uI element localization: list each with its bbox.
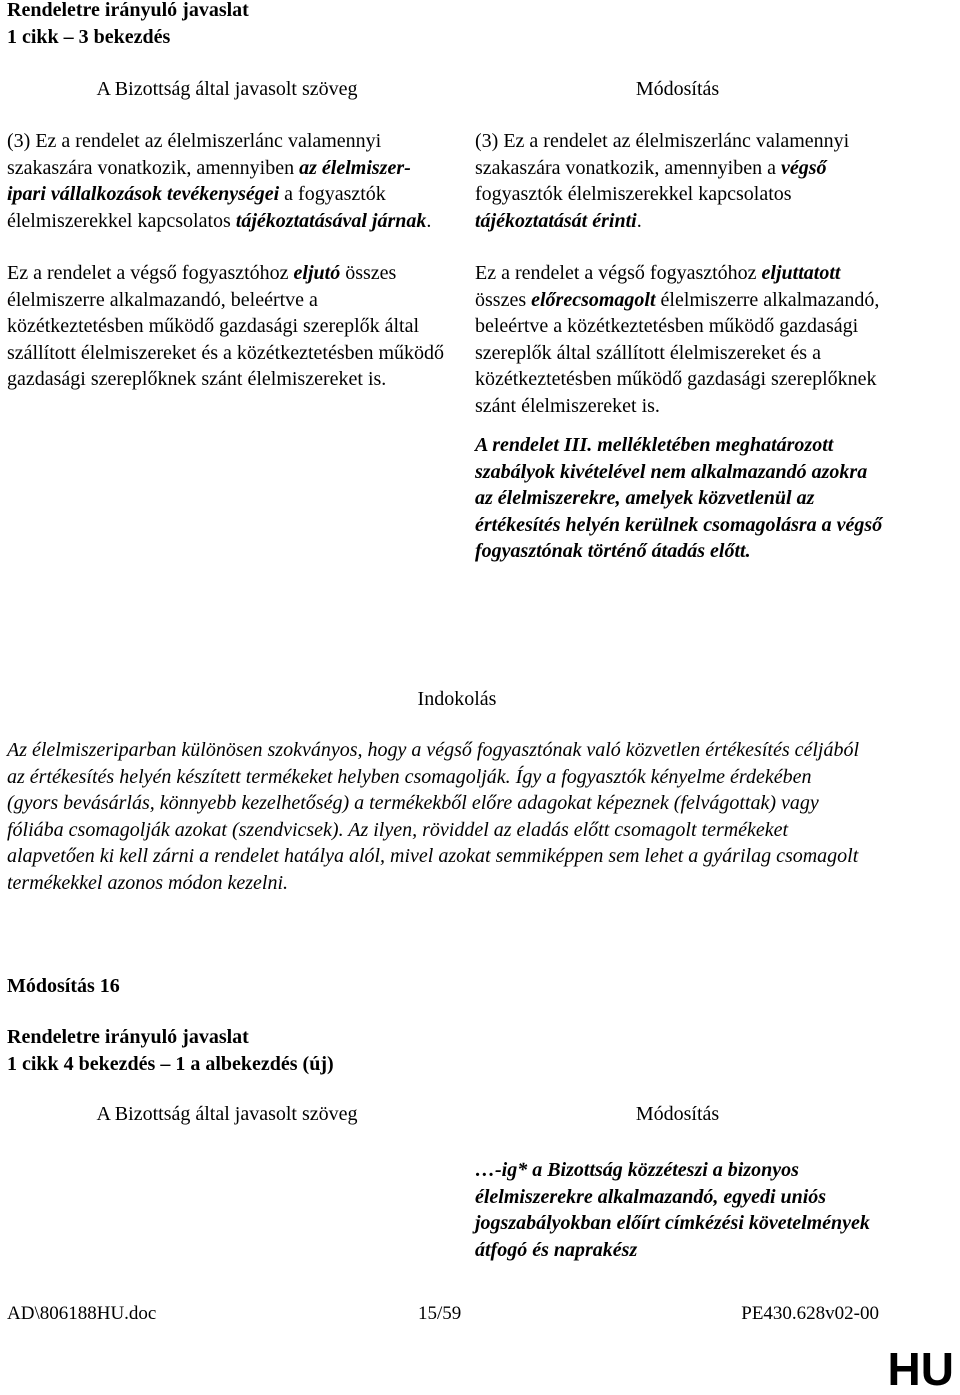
text-run: élelmiszerre alkalmazandó, beleértve a közétkeztetésben működő gazdasági szereplők által szállított élelmiszereket és a közétkeztetésben működő gazdasági szereplőknek szánt élelmiszereket is.: [475, 288, 880, 417]
footer-page-number: 15/59: [418, 1303, 462, 1324]
amendment-right-text: …-ig* a Bizottság közzéteszi a bizonyos élelmiszerekre alkalmazandó, egyedi uniós jogszabályokban előírt címkézési követelmények átfogó és naprakész: [475, 1159, 870, 1261]
section-heading: [7, 0, 249, 50]
text-run: fogyasztók élelmiszerekkel kapcsolatos: [475, 183, 792, 205]
text-run: Ez a rendelet a végső fogyasztóhoz: [475, 262, 762, 284]
justification-text: Az élelmiszeriparban különösen szokványos, hogy a végső fogyasztónak való közvetlen értékesítés céljából az értékesítés helyén készített termékeket helyben csomagolják. Így a fogyasztók kényelme érdekében (gyors bevásárlás, könnyebb kezelhetőség) a termékekből előre adagokat képeznek (felvágottak) vagy fóliába csomagolják azokat (szendvicsek). Az ilyen, röviddel az eladás előtt csomagolt termékeket alapvetően ki kell zárni a rendelet hatálya alól, mivel azokat semmiképpen sem lehet a gyárilag csomagolt termékekkel azonos módon kezelni.: [7, 739, 860, 894]
text-run: a fogyasztók élelmiszerekkel kapcsolatos: [7, 183, 386, 232]
right-paragraph-3: [475, 432, 885, 565]
right-paragraph-1: [475, 128, 885, 234]
text-run: eljutó: [293, 262, 341, 284]
heading-title: Rendeletre irányuló javaslat: [7, 0, 249, 21]
justification-heading: Indokolás: [417, 688, 497, 710]
text-run: .: [426, 209, 432, 232]
amendment-title: Rendeletre irányuló javaslat: [7, 1026, 249, 1048]
amendment-right-heading: Módosítás: [635, 1103, 720, 1125]
footer-doc-id: AD\806188HU.doc: [7, 1303, 157, 1324]
text-run: előrecsomagolt: [531, 288, 656, 311]
right-column: [475, 128, 885, 565]
text-run: tájékoztatásával járnak: [235, 209, 427, 232]
amendment-left-heading: A Bizottság által javasolt szöveg: [96, 1103, 358, 1125]
left-paragraph-1: [7, 128, 447, 234]
amendment-heading: [7, 1024, 334, 1077]
text-run: (3) Ez a rendelet az élelmiszerlánc valamennyi szakaszára vonatkozik, amennyiben a: [475, 130, 850, 179]
text-run: Ez a rendelet a végső fogyasztóhoz: [7, 262, 294, 284]
text-run: összes élelmiszerre alkalmazandó, beleértve a közétkeztetésben működő gazdasági szereplők által szállított élelmiszereket és a közétkeztetésben működő gazdasági szereplőknek szánt élelmiszereket is.: [7, 262, 445, 390]
text-run: A rendelet III. mellékletében meghatározott szabályok kivételével nem alkalmazandó azokra az élelmiszerekre, amelyek közvetlenül az értékesítés helyén kerülnek csomagolásra a végső fogyasztónak történő átadás előtt.: [475, 434, 883, 562]
left-column-heading: A Bizottság által javasolt szöveg: [96, 78, 358, 100]
text-run: (3) Ez a rendelet az élelmiszerlánc valamennyi szakaszára vonatkozik, amennyiben: [7, 130, 382, 179]
text-run: .: [636, 209, 642, 232]
text-run: végső: [780, 156, 827, 179]
text-run: az élelmiszer-ipari vállalkozások tevékenységei: [7, 156, 411, 205]
amendment-number: Módosítás 16: [7, 975, 120, 997]
left-paragraph-2: [7, 260, 447, 393]
right-column-heading: Módosítás: [635, 78, 720, 100]
heading-article: 1 cikk – 3 bekezdés: [7, 25, 171, 48]
text-run: összes: [475, 288, 532, 311]
text-run: tájékoztatását érinti: [475, 209, 637, 232]
right-paragraph-2: [475, 260, 885, 419]
left-column: [7, 128, 447, 393]
amendment-article: 1 cikk 4 bekezdés – 1 a albekezdés (új): [7, 1052, 334, 1075]
footer-language-code: HU: [887, 1343, 954, 1395]
footer-reference: PE430.628v02-00: [741, 1303, 879, 1324]
text-run: eljuttatott: [761, 262, 841, 284]
